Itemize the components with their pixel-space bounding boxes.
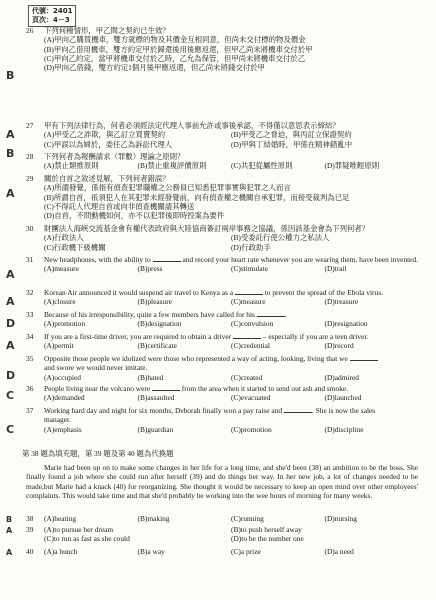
question-36: 36 People living near the volcano were from the area when it started to send out ash and smoke. (A)demanded (B)assaulted (C)evacuated (D)launched C	[6, 384, 362, 403]
handwritten-answer: A	[6, 128, 15, 141]
question-35: 35 Opposite those people we idolized were those who represented a way of acting, looking, living that we and swore we would never imitate. (A)occupied (B)hated (C)created (D)admired D	[26, 354, 418, 382]
handwritten-answer: A	[6, 339, 15, 352]
page-count: 頁次：4－3	[32, 16, 70, 24]
question-26: 26 下列何種情形，甲乙間之契約已生效？ (A)甲向乙購買機車，雙方就標的物及其價金互相同意，但尚未交付標的物及價金 (B)甲向乙借用機車，雙方約定甲於歸還後用後應返還，但甲乙尚未將機車交付於甲 (C)甲向乙約定，當甲將機車交付於乙時，乙允為保管，但甲尚未將機車交付於乙 (D)甲向乙借錢，雙方約定1個月後甲應返還，但乙尚未將錢交付於甲 B	[6, 26, 313, 82]
question-30: 30 財團法人海峽交流基金會有權代表政府與大陸協商簽訂兩岸事務之協議，係因該基金會為下列何者？ (A)行政法人 (B)受委託行使公權力之私法人 (C)行政機下級機關 (D)行政助手	[26, 224, 370, 252]
cloze-instruction: 第 38 題為填充題，第 39 題及第 40 題為代換題	[22, 449, 174, 458]
answer-blank	[350, 360, 378, 361]
question-33: 33 Because of his irresponsibility, quite a few members have called for his . (A)promotion (B)designation (C)convulsion (D)resignation D	[6, 310, 368, 330]
handwritten-answer: D	[6, 317, 16, 330]
answer-blank	[153, 261, 181, 262]
question-29: 29 關於自首之敘述見解，下列何者錯誤？ (A)所謂發覺，係指有偵查犯罪職權之公務員已知悉犯罪事實與犯罪之人而言 (B)所謂自首，祇須犯人在其犯罪未經發覺前，向有偵查權之機關自承犯罪，而接受裁判為已足 (C)不得託人代理自首或向非偵查機關請其轉送 (D)自首，不問動機如何，亦不以犯罪後即時投案為要件 A	[6, 174, 350, 221]
question-34: 34 If you are a first-time driver, you are required to obtain a driver – especially if you are a teen driver. (A)permit (B)certificate (C)credential (D)record A	[6, 332, 369, 352]
question-31: 31 New headphones, with the ability to and record your heart rate whenever you are wearing them, have been invented. (A)measure (B)press (C)stimulate (D)trail A	[6, 255, 419, 281]
handwritten-answer: D	[6, 369, 16, 382]
question-38: 38 (A)heating (B)making (C)running (D)nursing B	[6, 514, 357, 524]
handwritten-answer: A	[6, 187, 15, 200]
handwritten-answer: A	[6, 295, 15, 308]
answer-blank	[257, 316, 285, 317]
handwritten-answer: C	[6, 389, 15, 402]
answer-blank	[233, 338, 261, 339]
handwritten-answer: B	[6, 515, 13, 524]
question-32: 32 Korean Air announced it would suspend air travel to Kenya as a to prevent the spread of the Ebola virus. (A)closure (B)pleasure (C)measure (D)treasure A	[6, 288, 383, 308]
question-27: 27 甲有下列法律行為，何者必須經法定代理人事前允許或事後承認，不得僅以意思表示締結？ (A)甲受乙之詐欺，與乙訂立買賣契約 (B)甲受乙之脅迫，與丙訂立保證契約 (C)甲誤以為婦於，委任乙為訴訟代理人 (D)甲與丁結婚時，甲係在精神錯亂中 A	[6, 121, 353, 149]
answer-blank	[152, 390, 180, 391]
handwritten-answer: A	[6, 268, 15, 281]
handwritten-answer: C	[6, 423, 15, 436]
answer-blank	[284, 412, 312, 413]
handwritten-answer: A	[6, 526, 13, 535]
question-40: 40 (A)a hunch (B)a way (C)a prize (D)a need A	[6, 547, 354, 557]
answer-blank	[235, 294, 263, 295]
exam-code-box	[28, 5, 76, 27]
question-37: 37 Working hard day and night for six months, Deborah finally won a pay raise and . She is now the sales manager. (A)emphasis (B)guardian (C)promotion (D)discipline C	[6, 406, 376, 436]
question-39: 39 (A)to pursue her dream (B)to push herself away (C)to run as fast as she could (D)to be the number one A	[6, 525, 304, 544]
cloze-passage: Marie had been up on to make some changes in her life for a long time, and she'd been (38) an ambition to be the boss. She finally found a job where she could run after herself (39) and do things her way. In her new job, a lot of changes needed to be made,but Marie had a knack (40) for reorganizing. She thought it would be necessary to keep an open mind over other employees' complaints. This would take time and that she'd probably be working into the wee hours of morning for many weeks.	[26, 463, 418, 500]
handwritten-answer: A	[6, 548, 13, 557]
exam-code: 代號：2401	[32, 7, 73, 15]
question-28: 28 下列何者為報酬請求（罪數）理論之原則？ (A)禁止類推原則 (B)禁止重複評價原則 (C)共犯從屬性原則 (D)罪疑唯輕原則 B	[6, 147, 380, 171]
handwritten-answer: B	[6, 69, 15, 82]
handwritten-answer: B	[6, 147, 15, 160]
